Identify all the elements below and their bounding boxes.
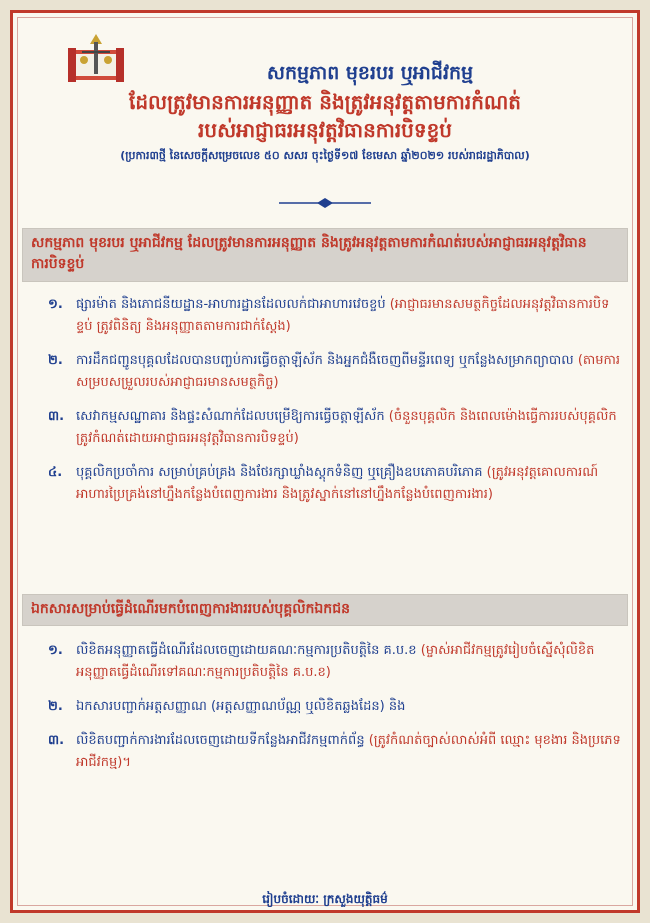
list-item bbox=[48, 406, 622, 450]
item-number: ៣. bbox=[48, 409, 65, 424]
page-title: សកម្មភាព មុខរបរ ឬអាជីវកម្ម bbox=[266, 62, 474, 84]
item-number: ២. bbox=[48, 699, 63, 714]
list-item bbox=[48, 640, 622, 684]
section-2-list bbox=[48, 640, 622, 786]
header-titles bbox=[20, 60, 630, 164]
section-1-list bbox=[48, 294, 622, 518]
ornament-divider-icon bbox=[275, 196, 375, 210]
section-1-heading: សកម្មភាព មុខរបរ ឬអាជីវកម្ម ដែលត្រូវមានការអនុញ្ញាត និងត្រូវអនុវត្តតាមការកំណត់របស់អាជ្ញាធរអនុវត្តវិធានការបិទខ្ទប់ bbox=[22, 228, 628, 282]
item-number: ៤. bbox=[48, 465, 63, 480]
item-text: បុគ្គលិកប្រចាំការ សម្រាប់គ្រប់គ្រង និងថែរក្សាឃ្លាំងស្តុកទំនិញ ឬគ្រឿងឧបភោគបរិភោគ (ត្រូវអនុវត្តគោលការណ៍អាហារប្រៃគ្រង់នៅហ្នឹងកន្លែងបំពេញការងារ និងត្រូវស្នាក់នៅនៅហ្នឹងកន្លែងបំពេញការងារ) bbox=[76, 465, 599, 502]
legal-reference: (ប្រការ៣ថ្មី នៃសេចក្តីសម្រេចលេខ ៥០ សសរ ចុះថ្ងៃទី១៧ ខែមេសា ឆ្នាំ២០២១ របស់រាជរដ្ឋាភិបាល) bbox=[120, 149, 530, 162]
item-text: លិខិតបញ្ជាក់ការងារដែលចេញដោយទីកន្លែងអាជីវកម្មពាក់ព័ន្ធ (ត្រូវកំណត់ច្បាស់លាស់អំពី ឈ្មោះ មុខងារ និងប្រភេទអាជីវកម្ម)។ bbox=[76, 733, 621, 770]
item-text: លិខិតអនុញ្ញាតធ្វើដំណើរដែលចេញដោយគណៈកម្មការប្រតិបត្តិនៃ គ.ប.ខ (ម្ចាស់អាជីវកម្មត្រូវរៀបចំស្នើសុំលិខិតអនុញ្ញាតធ្វើដំណើរទៅគណៈកម្មការប្រតិបត្តិនៃ គ.ប.ខ) bbox=[76, 643, 595, 680]
item-text: ការដឹកជញ្ជូនបុគ្គលដែលបានបញ្ចប់ការធ្វើចត្តាឡីស័ក និងអ្នកជំងឺចេញពីមន្ទីរពេទ្យ ឬកន្លែងសម្រាកព្យាបាល (តាមការសម្របសម្រួលរបស់អាជ្ញាធរមានសមត្ថកិច្ច) bbox=[76, 353, 621, 390]
item-number: ១. bbox=[48, 643, 63, 658]
list-item bbox=[48, 350, 622, 394]
list-item bbox=[48, 696, 622, 718]
list-item bbox=[48, 730, 622, 774]
list-item bbox=[48, 462, 622, 506]
item-number: ៣. bbox=[48, 733, 65, 748]
item-number: ២. bbox=[48, 353, 63, 368]
item-text: សេវាកម្មសណ្ឋាគារ និងផ្ទះសំណាក់ដែលបម្រើឱ្យការធ្វើចត្តាឡីស័ក (ចំនួនបុគ្គលិក និងពេលម៉ោងធ្វើការរបស់បុគ្គលិកត្រូវកំណត់ដោយអាជ្ញាធរអនុវត្តវិធានការបិទខ្ទប់) bbox=[76, 409, 617, 446]
page-subtitle-2: របស់អាជ្ញាធរអនុវត្តវិធានការបិទខ្ទប់ bbox=[198, 118, 452, 142]
item-text: ឯកសារបញ្ជាក់អត្តសញ្ញាណ (អត្តសញ្ញាណប័ណ្ណ ឬលិខិតឆ្លងដែន) និង bbox=[76, 699, 406, 714]
item-number: ១. bbox=[48, 297, 63, 312]
page-subtitle-1: ដែលត្រូវមានការអនុញ្ញាត និងត្រូវអនុវត្តតាមការកំណត់ bbox=[128, 90, 522, 114]
section-2-heading: ឯកសារសម្រាប់ធ្វើដំណើរមកបំពេញការងាររបស់បុគ្គលិកឯកជន bbox=[22, 594, 628, 626]
list-item bbox=[48, 294, 622, 338]
item-text: ផ្សារម៉ាត និងភោជនីយដ្ឋាន-អាហារដ្ឋានដែលលក់ជាអាហារវេចខ្ចប់ (អាជ្ញាធរមានសមត្ថកិច្ចដែលអនុវត្តវិធានការបិទខ្ទប់ ត្រូវពិនិត្យ និងអនុញ្ញាតតាមការជាក់ស្តែង) bbox=[76, 297, 610, 334]
footer-credit: រៀបចំដោយៈ ក្រសួងយុត្តិធម៌ bbox=[262, 892, 388, 906]
